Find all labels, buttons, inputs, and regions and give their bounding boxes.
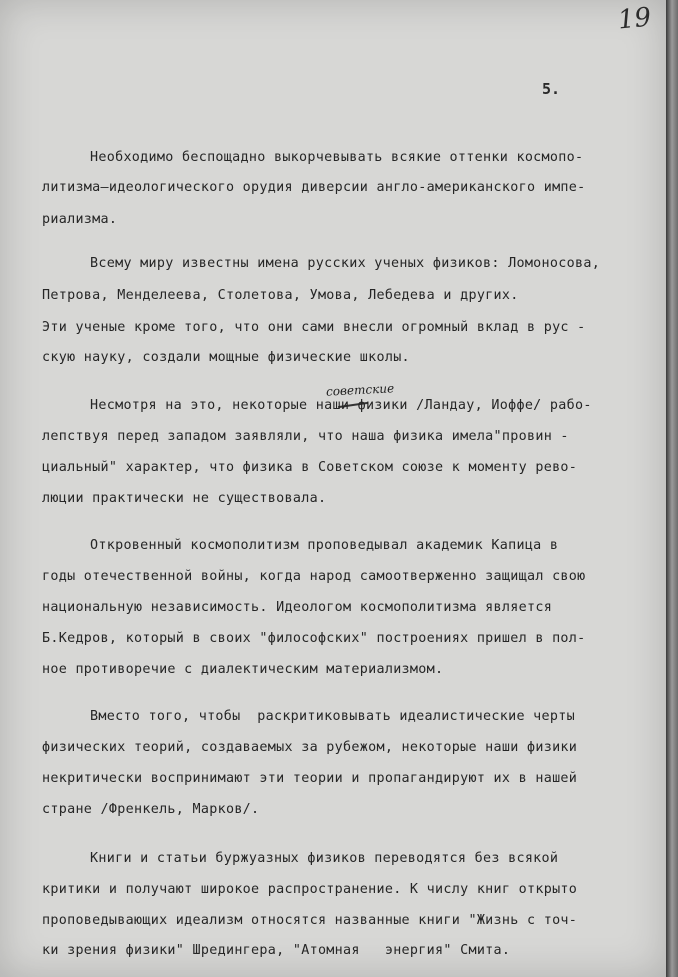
text-line: проповедывающих идеализм относятся названные книги "Жизнь с точ- — [42, 913, 578, 928]
text-line: критики и получают широкое распространение. К числу книг открыто — [42, 882, 578, 897]
text-line: Б.Кедров, который в своих "философских" построениях пришел в пол- — [42, 631, 586, 646]
text-line: Необходимо беспощадно выкорчевывать всякие оттенки космопо- — [90, 150, 584, 165]
text-line: циальный" характер, что физика в Советском союзе к моменту рево- — [42, 460, 578, 475]
text-line: Эти ученые кроме того, что они сами внесли огромный вклад в рус - — [42, 320, 586, 335]
text-line: некритически воспринимают эти теории и пропагандируют их в нашей — [42, 771, 578, 786]
text-line: годы отечественной войны, когда народ самоотверженно защищал свою — [42, 569, 586, 584]
folio-number: 19 — [616, 2, 653, 36]
handwritten-insert: советские — [325, 381, 395, 399]
text-line: стране /Френкель, Марков/. — [42, 802, 260, 817]
text-line: скую науку, создали мощные физические школы. — [42, 350, 410, 365]
text-line: ное противоречие с диалектическим материализмом. — [42, 662, 444, 677]
text-line: ки зрения физики" Шредингера, "Атомная энергия" Смита. — [42, 943, 511, 958]
film-edge — [666, 0, 678, 977]
text-line: физических теорий, создаваемых за рубежом, некоторые наши физики — [42, 740, 578, 755]
text-line: лепствуя перед западом заявляли, что наша физика имела"провин - — [42, 429, 569, 444]
text-line: Всему миру известны имена русских ученых физиков: Ломоносова, — [90, 256, 601, 271]
text-line: люции практически не существовала. — [42, 491, 327, 506]
text-line: Книги и статьи буржуазных физиков переводятся без всякой — [90, 851, 559, 866]
page-number: 5. — [542, 80, 561, 98]
text-line: Вместо того, чтобы раскритиковывать идеалистические черты — [90, 709, 575, 724]
text-line: Несмотря на это, некоторые наши физики /Ландау, Иоффе/ рабо- — [90, 398, 592, 413]
text-line: Петрова, Менделеева, Столетова, Умова, Лебедева и других. — [42, 288, 519, 303]
text-line: риализма. — [42, 212, 118, 227]
text-line: литизма–идеологического орудия диверсии англо-американского импе- — [42, 180, 586, 195]
text-line: Откровенный космополитизм проповедывал академик Капица в — [90, 538, 559, 553]
text-line: национальную независимость. Идеологом космополитизма является — [42, 600, 553, 615]
